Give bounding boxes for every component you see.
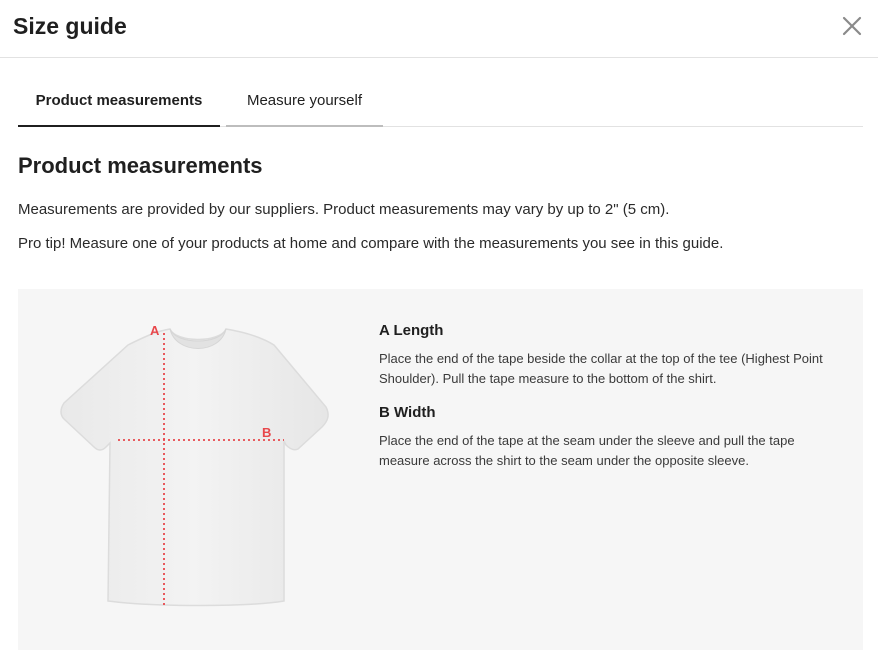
suppliers-note: Measurements are provided by our suppliers. Product measurements may vary by up to 2" (5 cm). <box>18 201 670 218</box>
close-icon <box>842 16 862 36</box>
measurement-item-width <box>379 403 839 471</box>
measurement-instructions <box>379 321 839 485</box>
tshirt-body <box>61 329 328 606</box>
length-heading: A Length <box>379 322 444 339</box>
tab-bar <box>18 86 863 127</box>
modal-header <box>0 0 878 58</box>
tab-measure-yourself[interactable]: Measure yourself <box>226 86 383 127</box>
width-description: Place the end of the tape at the seam under the sleeve and pull the tape measure across the shirt to the seam under the opposite sleeve. <box>379 433 795 468</box>
tab-product-measurements[interactable]: Product measurements <box>18 86 220 127</box>
marker-a: A <box>150 323 160 338</box>
tshirt-illustration <box>58 321 338 611</box>
measurement-item-length <box>379 321 839 389</box>
marker-b: B <box>262 425 272 440</box>
close-button[interactable] <box>838 12 866 40</box>
width-heading: B Width <box>379 404 436 421</box>
measurement-panel <box>18 289 863 650</box>
section-heading: Product measurements <box>18 153 263 178</box>
pro-tip: Pro tip! Measure one of your products at home and compare with the measurements you see in this guide. <box>18 235 724 252</box>
modal-title: Size guide <box>13 13 127 39</box>
length-description: Place the end of the tape beside the collar at the top of the tee (Highest Point Shoulder). Pull the tape measure to the bottom of the shirt. <box>379 351 823 386</box>
